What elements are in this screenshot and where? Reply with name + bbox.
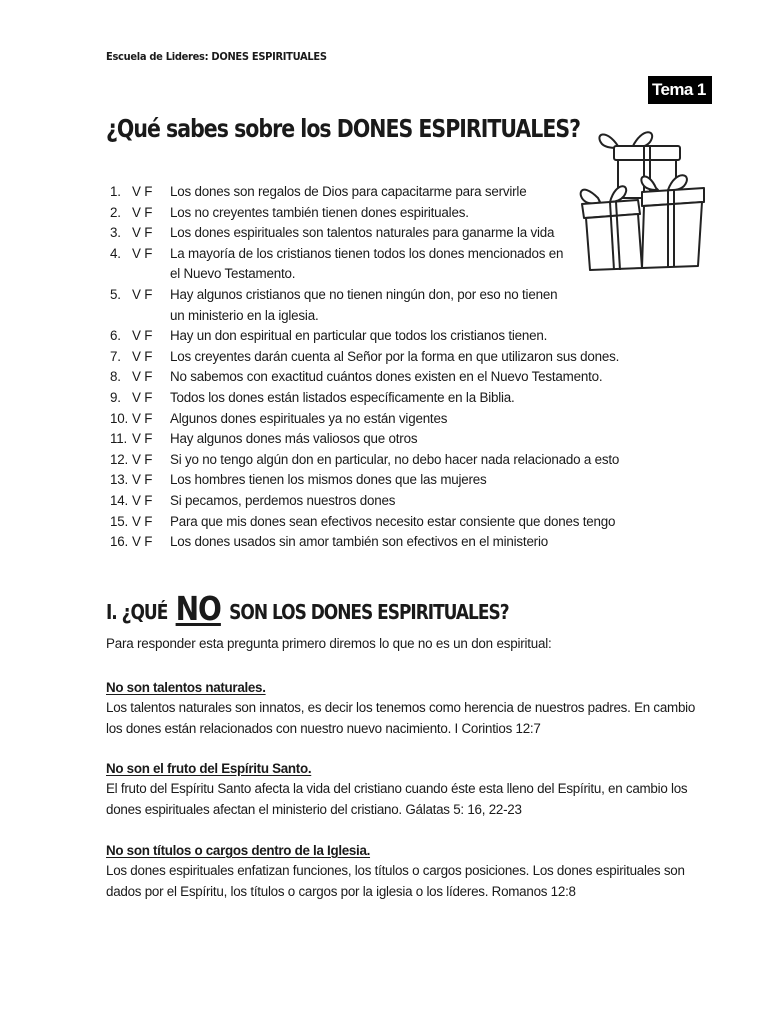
item-number: 3. <box>110 225 121 241</box>
section-title-prefix: I. ¿QUÉ <box>106 600 173 624</box>
item-statement: No sabemos con exactitud cuántos dones existen en el Nuevo Testamento. <box>170 369 603 385</box>
true-false-options: V F <box>132 431 153 447</box>
topic-badge: Tema 1 <box>648 76 712 104</box>
item-statement: Si yo no tengo algún don en particular, no debo hacer nada relacionado a esto <box>170 451 620 467</box>
point-heading: No son talentos naturales. <box>106 680 266 695</box>
quiz-item <box>110 532 630 553</box>
point-body: Los talentos naturales son innatos, es decir los tenemos como herencia de nuestros padres. En cambio los dones están relacionados con nuestro nuevo nacimiento. I Corintios 12:7 <box>106 700 696 736</box>
true-false-options: V F <box>132 451 153 467</box>
item-statement: Hay algunos dones más valiosos que otros <box>170 431 418 447</box>
item-number: 6. <box>110 328 121 344</box>
section-title <box>106 589 509 628</box>
section-title-emphasis: NO <box>175 589 221 628</box>
true-false-options: V F <box>132 389 153 405</box>
quiz-item <box>110 409 630 430</box>
item-number: 5. <box>110 286 121 302</box>
item-number: 14. <box>110 492 129 508</box>
running-header: Escuela de Lideres: DONES ESPIRITUALES <box>106 50 327 63</box>
item-number: 2. <box>110 204 121 220</box>
item-statement: Todos los dones están listados específicamente en la Biblia. <box>170 389 515 405</box>
quiz-item <box>110 367 630 388</box>
true-false-options: V F <box>132 348 153 364</box>
quiz-item <box>110 326 630 347</box>
quiz-item <box>110 512 630 533</box>
point-block <box>106 678 696 739</box>
quiz-item <box>110 450 630 471</box>
point-heading: No son el fruto del Espíritu Santo. <box>106 761 312 776</box>
true-false-options: V F <box>132 328 153 344</box>
true-false-options: V F <box>132 410 153 426</box>
point-block <box>106 759 696 820</box>
item-statement: Hay algunos cristianos que no tienen ningún don, por eso no tienen un ministerio en la iglesia. <box>170 286 558 323</box>
item-statement: La mayoría de los cristianos tienen todos los dones mencionados en el Nuevo Testamento. <box>170 245 564 282</box>
true-false-options: V F <box>132 369 153 385</box>
quiz-item <box>110 388 630 409</box>
point-block <box>106 841 696 902</box>
true-false-options: V F <box>132 492 153 508</box>
true-false-options: V F <box>132 534 153 550</box>
item-statement: Los dones son regalos de Dios para capacitarme para servirle <box>170 184 527 199</box>
quiz-item <box>110 429 630 450</box>
quiz-item <box>110 223 630 244</box>
point-body: Los dones espirituales enfatizan funciones, los títulos o cargos posiciones. Los dones espirituales son dados por el Espíritu, los títulos o cargos por la iglesia o los líderes. Romanos 12:8 <box>106 863 685 899</box>
section-intro: Para responder esta pregunta primero diremos lo que no es un don espiritual: <box>106 636 552 651</box>
item-statement: Algunos dones espirituales ya no están vigentes <box>170 410 448 426</box>
item-statement: Los creyentes darán cuenta al Señor por la forma en que utilizaron sus dones. <box>170 348 620 364</box>
true-false-options: V F <box>132 184 153 199</box>
quiz-item <box>110 244 630 285</box>
item-statement: Los dones espirituales son talentos naturales para ganarme la vida <box>170 225 555 241</box>
item-number: 1. <box>110 184 121 199</box>
item-statement: Para que mis dones sean efectivos necesito estar consiente que dones tengo <box>170 513 616 529</box>
item-number: 13. <box>110 472 129 488</box>
item-number: 16. <box>110 534 129 550</box>
quiz-item <box>110 491 630 512</box>
quiz-item <box>110 203 630 224</box>
point-heading: No son títulos o cargos dentro de la Iglesia. <box>106 843 371 858</box>
point-body: El fruto del Espíritu Santo afecta la vida del cristiano cuando éste esta lleno del Espíritu, en cambio los dones espirituales afectan el ministerio del cristiano. Gálatas 5: 16, 22-23 <box>106 781 688 817</box>
true-false-options: V F <box>132 245 153 261</box>
true-false-options: V F <box>132 472 153 488</box>
item-statement: Hay un don espiritual en particular que todos los cristianos tienen. <box>170 328 548 344</box>
true-false-options: V F <box>132 204 153 220</box>
quiz-item <box>110 285 630 326</box>
item-number: 12. <box>110 451 129 467</box>
true-false-options: V F <box>132 225 153 241</box>
item-statement: Los dones usados sin amor también son efectivos en el ministerio <box>170 534 548 550</box>
true-false-list <box>110 182 630 553</box>
quiz-item <box>110 470 630 491</box>
item-statement: Los hombres tienen los mismos dones que las mujeres <box>170 472 487 488</box>
true-false-options: V F <box>132 286 153 302</box>
item-statement: Los no creyentes también tienen dones espirituales. <box>170 204 469 220</box>
item-number: 10. <box>110 410 129 426</box>
item-number: 7. <box>110 348 121 364</box>
item-number: 9. <box>110 389 121 405</box>
item-number: 11. <box>110 431 128 447</box>
item-number: 4. <box>110 245 121 261</box>
true-false-options: V F <box>132 513 153 529</box>
quiz-title: ¿Qué sabes sobre los DONES ESPIRITUALES? <box>106 114 581 143</box>
item-number: 15. <box>110 513 129 529</box>
item-number: 8. <box>110 369 121 385</box>
item-statement: Si pecamos, perdemos nuestros dones <box>170 492 396 508</box>
quiz-item <box>110 347 630 368</box>
section-title-suffix: SON LOS DONES ESPIRITUALES? <box>224 600 509 624</box>
quiz-item <box>110 182 630 203</box>
